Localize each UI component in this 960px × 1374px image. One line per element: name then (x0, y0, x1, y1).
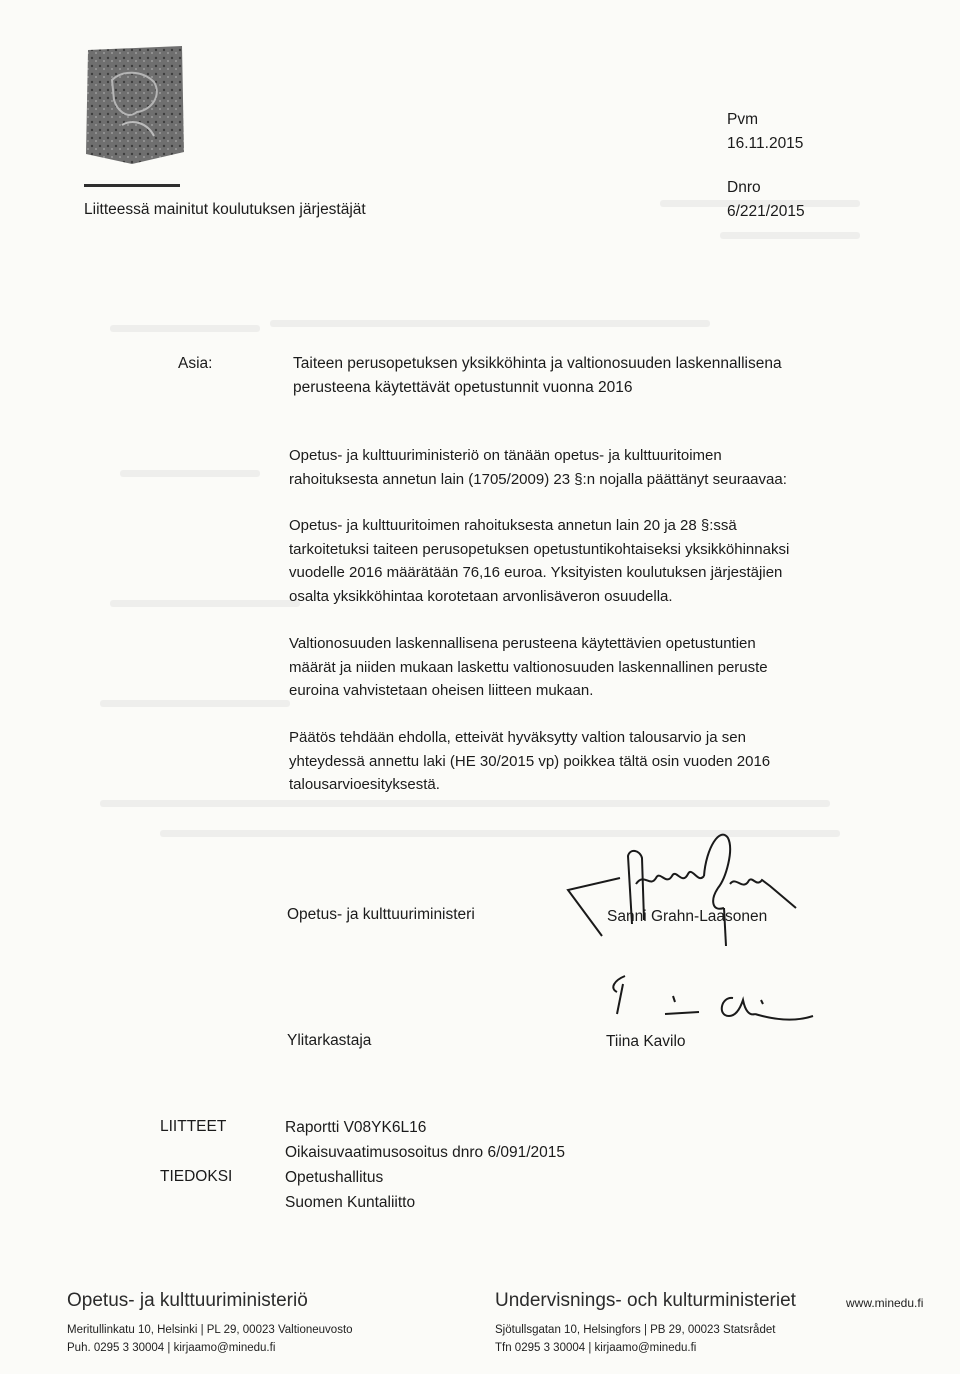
footer-sv-title: Undervisnings- och kulturministeriet (495, 1290, 796, 1311)
date-value: 16.11.2015 (727, 135, 804, 152)
body-line: euroina vahvistetaan oheisen liitteen mukaan. (289, 682, 594, 699)
footer-web: www.minedu.fi (846, 1296, 924, 1310)
signature-role-official: Ylitarkastaja (287, 1032, 372, 1049)
dnro-value: 6/221/2015 (727, 203, 805, 220)
body-line: yhteydessä annettu laki (HE 30/2015 vp) poikkea tältä osin vuoden 2016 (289, 752, 771, 770)
body-line: Opetus- ja kulttuuriministeriö on tänään opetus- ja kulttuuritoimen (289, 447, 722, 464)
ministry-emblem (82, 40, 188, 168)
body-paragraph-1 (289, 444, 849, 491)
body-paragraph-2 (289, 514, 849, 608)
tiedoksi-label: TIEDOKSI (160, 1168, 233, 1185)
body-line: tarkoitetuksi taiteen perusopetuksen opetustuntikohtaiseksi yksikköhinnaksi (289, 540, 790, 558)
footer-fi-address: Meritullinkatu 10, Helsinki | PL 29, 00023 Valtioneuvosto (67, 1324, 353, 1336)
signature-role-minister: Opetus- ja kulttuuriministeri (287, 906, 475, 923)
recipient-item: Opetushallitus (285, 1169, 384, 1186)
footer-fi-title: Opetus- ja kulttuuriministeriö (67, 1290, 308, 1311)
body-line: talousarvioesityksestä. (289, 776, 440, 793)
subject-line: Taiteen perusopetuksen yksikköhinta ja valtionosuuden laskennallisena (293, 355, 782, 372)
recipient-item: Suomen Kuntaliitto (285, 1194, 416, 1211)
subject-label: Asia: (178, 355, 213, 372)
body-line: osalta yksikköhintaa korotetaan arvonlisäveron osuudella. (289, 587, 673, 605)
signature-name-official: Tiina Kavilo (606, 1033, 686, 1050)
subject-text (293, 352, 782, 400)
recipient-line: Liitteessä mainitut koulutuksen järjestäjät (84, 201, 366, 218)
date-label: Pvm (727, 111, 758, 128)
handwritten-signature-minister (560, 828, 800, 948)
body-paragraph-3 (289, 632, 849, 703)
body-line: Valtionosuuden laskennallisena perusteena käytettävien opetustuntien (289, 635, 756, 652)
subject-line: perusteena käytettävät opetustunnit vuonna 2016 (293, 379, 633, 396)
tiedoksi-list (285, 1165, 415, 1215)
body-line: Päätös tehdään ehdolla, etteivät hyväksytty valtion talousarvio ja sen (289, 729, 746, 746)
emblem-underline (84, 184, 180, 187)
liitteet-list (285, 1115, 565, 1165)
body-line: määrät ja niiden mukaan laskettu valtionosuuden laskennallinen peruste (289, 658, 768, 676)
footer-fi-contact: Puh. 0295 3 30004 | kirjaamo@minedu.fi (67, 1342, 276, 1354)
attachment-item: Oikaisuvaatimusosoitus dnro 6/091/2015 (285, 1144, 566, 1161)
body-line: vuodelle 2016 määrätään 76,16 euroa. Yksityisten koulutuksen järjestäjien (289, 564, 783, 581)
signature-name-minister: Sanni Grahn-Laasonen (607, 908, 768, 925)
liitteet-label: LIITTEET (160, 1118, 227, 1135)
dnro-label: Dnro (727, 179, 761, 196)
footer-sv-contact: Tfn 0295 3 30004 | kirjaamo@minedu.fi (495, 1342, 697, 1354)
body-paragraph-4 (289, 726, 849, 797)
attachment-item: Raportti V08YK6L16 (285, 1119, 427, 1136)
body-line: Opetus- ja kulttuuritoimen rahoituksesta annetun lain 20 ja 28 §:ssä (289, 517, 737, 534)
handwritten-signature-official (595, 970, 820, 1030)
footer-sv-address: Sjötullsgatan 10, Helsingfors | PB 29, 00023 Statsrådet (495, 1324, 776, 1336)
body-line: rahoituksesta annetun lain (1705/2009) 23 §:n nojalla päättänyt seuraavaa: (289, 470, 787, 488)
